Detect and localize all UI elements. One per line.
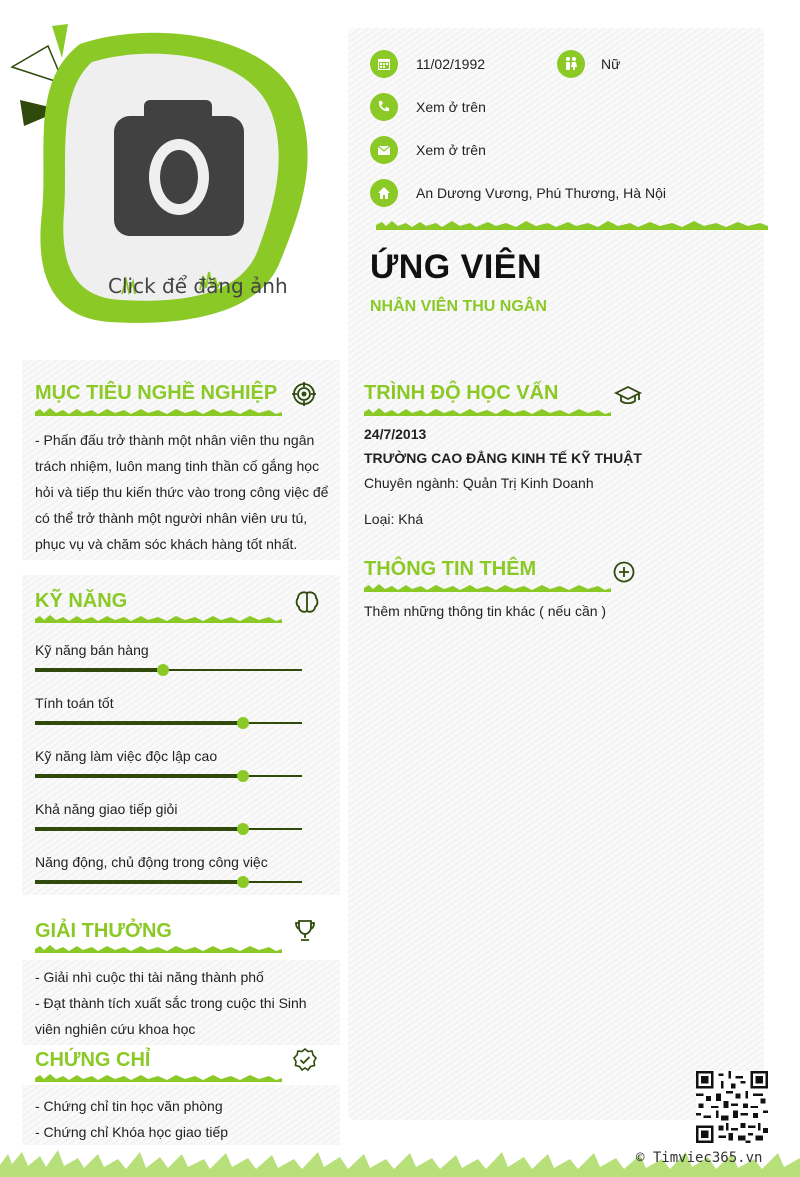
objective-title: MỤC TIÊU NGHỀ NGHIỆP	[35, 382, 278, 404]
certificates-title: CHỨNG CHỈ	[35, 1049, 151, 1071]
certificate-badge-icon	[292, 1047, 318, 1073]
awards-title: GIẢI THƯỞNG	[35, 920, 172, 942]
education-title: TRÌNH ĐỘ HỌC VẤN	[364, 382, 559, 404]
education-date: 24/7/2013	[364, 426, 427, 442]
camera-icon	[114, 100, 244, 236]
education-major: Chuyên ngành: Quản Trị Kinh Doanh	[364, 475, 594, 491]
education-school: TRƯỜNG CAO ĐẲNG KINH TẾ KỸ THUẬT	[364, 450, 642, 466]
gender-row	[557, 50, 620, 78]
email-value: Xem ở trên	[416, 142, 486, 158]
phone-row	[370, 93, 486, 121]
address-row	[370, 179, 666, 207]
skills-panel	[22, 575, 340, 895]
email-icon	[370, 136, 398, 164]
add-circle-icon[interactable]	[611, 559, 637, 585]
graduation-cap-icon	[614, 383, 642, 409]
email-row	[370, 136, 486, 164]
skills-divider	[35, 615, 282, 623]
objective-divider	[35, 408, 282, 416]
extra-info-text: Thêm những thông tin khác ( nếu cần )	[364, 603, 607, 619]
skill-bar-fill	[35, 721, 243, 725]
qr-code	[696, 1071, 768, 1143]
home-icon	[370, 179, 398, 207]
education-divider	[364, 408, 611, 416]
calendar-icon	[370, 50, 398, 78]
skill-label: Tính toán tốt	[35, 695, 114, 711]
extra-info-title: THÔNG TIN THÊM	[364, 558, 537, 580]
education-grade: Loại: Khá	[364, 511, 424, 527]
award-line: - Đạt thành tích xuất sắc trong cuộc thi Sinh	[35, 995, 307, 1011]
job-title: NHÂN VIÊN THU NGÂN	[370, 298, 547, 315]
skill-label: Năng động, chủ động trong công việc	[35, 854, 268, 870]
skill-bar	[35, 775, 302, 777]
award-line: - Giải nhì cuộc thi tài năng thành phố	[35, 969, 264, 985]
objective-line: có thể trở thành một người nhân viên ưu tú,	[35, 510, 308, 526]
award-line: viên nghiên cứu khoa học	[35, 1021, 196, 1037]
skill-bar	[35, 828, 302, 830]
gender-icon	[557, 50, 585, 78]
gender-value: Nữ	[601, 56, 621, 72]
avatar-caption: Click để đăng ảnh	[108, 274, 288, 298]
candidate-name: ỨNG VIÊN	[370, 248, 543, 286]
phone-value: Xem ở trên	[416, 99, 486, 115]
dob-row	[370, 50, 485, 78]
skill-bar-fill	[35, 880, 243, 884]
objective-line: - Phấn đấu trở thành một nhân viên thu ngân	[35, 432, 315, 448]
objective-text	[35, 427, 335, 557]
trophy-icon	[292, 918, 318, 944]
avatar-upload[interactable]	[10, 22, 310, 332]
brain-icon	[294, 589, 320, 615]
skill-label: Kỹ năng làm việc độc lập cao	[35, 748, 218, 764]
certificates-divider	[35, 1074, 282, 1082]
certificate-line: - Chứng chỉ Khóa học giao tiếp	[35, 1124, 229, 1140]
awards-text	[35, 964, 335, 1042]
skill-label: Kỹ năng bán hàng	[35, 642, 149, 658]
certificate-line: - Chứng chỉ tin học văn phòng	[35, 1098, 223, 1114]
objective-line: trách nhiệm, luôn mang tinh thần cố gắng học	[35, 458, 320, 474]
address-value: An Dương Vương, Phú Thương, Hà Nội	[416, 185, 666, 201]
skill-bar	[35, 722, 302, 724]
skill-bar-fill	[35, 827, 243, 831]
objective-line: hỏi và tiếp thu kiến thức vào trong công việc để	[35, 484, 329, 500]
target-icon	[291, 381, 317, 407]
dob-value: 11/02/1992	[416, 56, 486, 72]
skill-bar-fill	[35, 774, 243, 778]
skill-bar-fill	[35, 668, 163, 672]
skill-bar	[35, 881, 302, 883]
skill-label: Khả năng giao tiếp giỏi	[35, 801, 178, 817]
contact-divider	[376, 220, 768, 230]
copyright-text: © Timviec365.vn	[636, 1150, 763, 1166]
objective-line: phục vụ và chăm sóc khách hàng tốt nhất.	[35, 536, 298, 552]
skills-title: KỸ NĂNG	[35, 590, 128, 612]
certificates-text	[35, 1093, 335, 1145]
phone-icon	[370, 93, 398, 121]
extra-info-divider	[364, 584, 611, 592]
awards-divider	[35, 945, 282, 953]
skill-bar	[35, 669, 302, 671]
